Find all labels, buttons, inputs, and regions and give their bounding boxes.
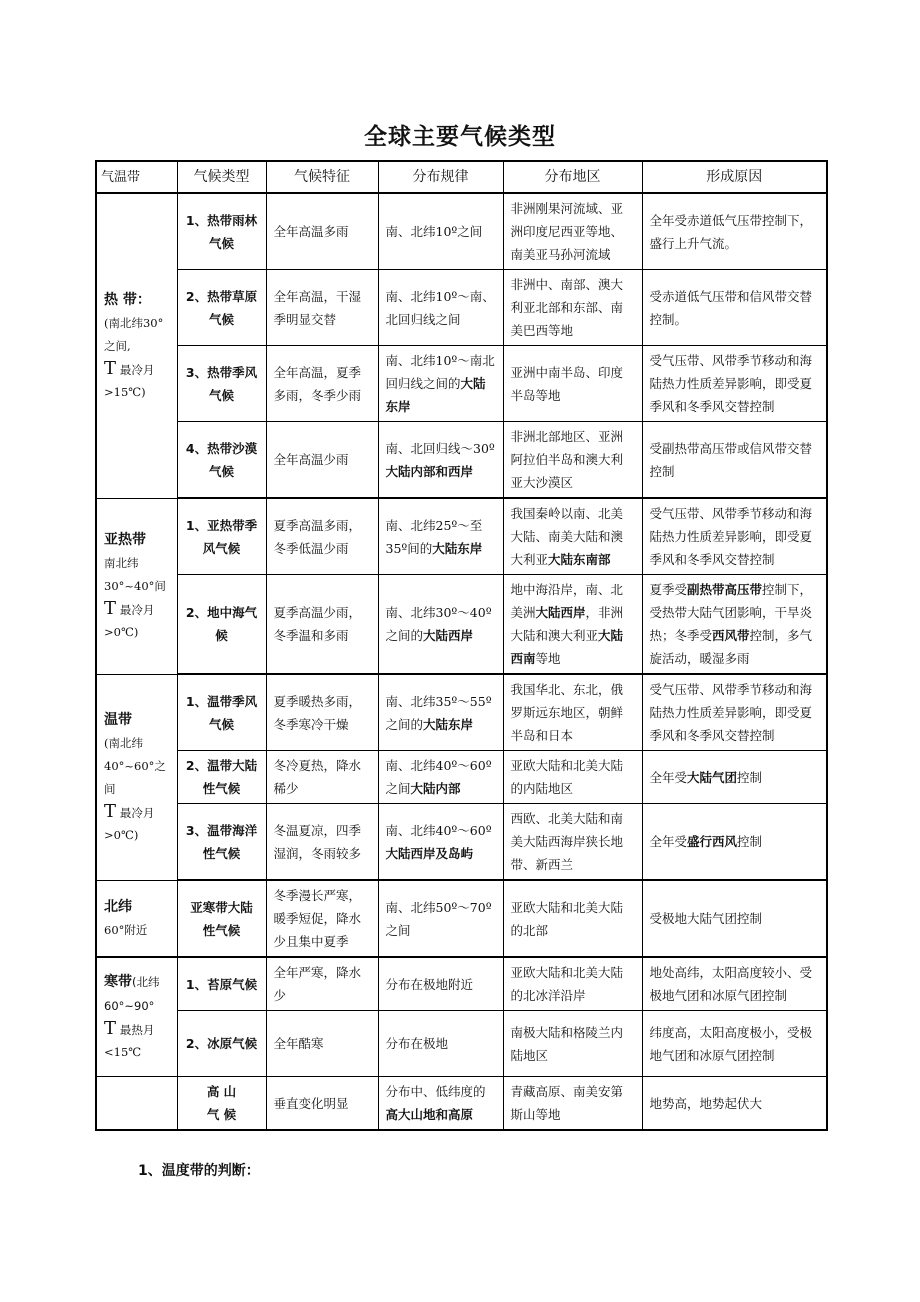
header-type: 气候类型 [177, 161, 266, 193]
feature-cell: 全年高温，夏季多雨，冬季少雨 [266, 346, 378, 422]
table-row [96, 957, 827, 1011]
region-cell: 非洲刚果河流域、亚洲印度尼西亚等地、南美亚马孙河流域 [503, 193, 642, 270]
region-cell: 非洲北部地区、亚洲阿拉伯半岛和澳大利亚大沙漠区 [503, 422, 642, 499]
climate-type: 1、温带季风气候 [177, 674, 266, 751]
rule-cell: 分布在极地附近 [378, 957, 503, 1011]
cause-cell: 受赤道低气压带和信风带交替控制。 [642, 270, 827, 346]
zone-frigid: 寒带(北纬60°~90° T 最热月 <15℃ [96, 957, 177, 1077]
feature-cell: 冬冷夏热，降水稀少 [266, 751, 378, 804]
table-row [96, 193, 827, 270]
region-cell: 西欧、北美大陆和南美大陆西海岸狭长地带、新西兰 [503, 804, 642, 881]
table-row [96, 1077, 827, 1131]
region-cell: 亚欧大陆和北美大陆的北冰洋沿岸 [503, 957, 642, 1011]
rule-cell: 南、北纬40º～60º大陆西岸及岛屿 [378, 804, 503, 881]
table-row [96, 804, 827, 881]
rule-cell: 分布在极地 [378, 1011, 503, 1077]
header-feature: 气候特征 [266, 161, 378, 193]
region-cell: 亚欧大陆和北美大陆的北部 [503, 880, 642, 957]
region-cell: 青藏高原、南美安第斯山等地 [503, 1077, 642, 1131]
section-heading: 1、温度带的判断： [138, 1163, 260, 1179]
feature-cell: 冬季漫长严寒，暖季短促，降水少且集中夏季 [266, 880, 378, 957]
zone-tropical: 热 带： (南北纬30°之间, T 最冷月 >15℃) [96, 193, 177, 498]
climate-table [95, 160, 828, 1131]
feature-cell: 夏季高温少雨，冬季温和多雨 [266, 575, 378, 675]
rule-cell: 南、北纬40º～60º之间大陆内部 [378, 751, 503, 804]
feature-cell: 全年高温多雨 [266, 193, 378, 270]
cause-cell: 受副热带高压带或信风带交替控制 [642, 422, 827, 499]
table-row [96, 674, 827, 751]
region-cell: 南极大陆和格陵兰内陆地区 [503, 1011, 642, 1077]
zone-temperate: 温带 (南北纬40°~60°之间 T 最冷月 >0℃) [96, 674, 177, 880]
table-row [96, 498, 827, 575]
cause-cell: 受气压带、风带季节移动和海陆热力性质差异影响，即受夏季风和冬季风交替控制 [642, 346, 827, 422]
table-row [96, 1011, 827, 1077]
cause-cell: 受气压带、风带季节移动和海陆热力性质差异影响，即受夏季风和冬季风交替控制 [642, 674, 827, 751]
feature-cell: 夏季高温多雨，冬季低温少雨 [266, 498, 378, 575]
region-cell: 地中海沿岸，南、北美洲大陆西岸，非洲大陆和澳大利亚大陆西南等地 [503, 575, 642, 675]
cause-cell: 全年受盛行西风控制 [642, 804, 827, 881]
feature-cell: 垂直变化明显 [266, 1077, 378, 1131]
climate-type: 1、热带雨林气候 [177, 193, 266, 270]
header-cause: 形成原因 [642, 161, 827, 193]
table-header-row [96, 161, 827, 193]
rule-cell: 南、北纬10º～南北回归线之间的大陆东岸 [378, 346, 503, 422]
table-row [96, 422, 827, 499]
feature-cell: 夏季暖热多雨，冬季寒冷干燥 [266, 674, 378, 751]
feature-cell: 全年酷寒 [266, 1011, 378, 1077]
zone-subarctic: 北纬 60°附近 [96, 880, 177, 957]
climate-type: 亚寒带大陆性气候 [177, 880, 266, 957]
rule-cell: 南、北纬50º～70º之间 [378, 880, 503, 957]
region-cell: 亚欧大陆和北美大陆的内陆地区 [503, 751, 642, 804]
cause-cell: 全年受赤道低气压带控制下，盛行上升气流。 [642, 193, 827, 270]
zone-subtropical: 亚热带 南北纬30°~40°间 T 最冷月 >0℃) [96, 498, 177, 674]
region-cell: 非洲中、南部、澳大利亚北部和东部、南美巴西等地 [503, 270, 642, 346]
climate-type: 4、热带沙漠气候 [177, 422, 266, 499]
rule-cell: 南、北纬25º～至35º间的大陆东岸 [378, 498, 503, 575]
table-row [96, 270, 827, 346]
feature-cell: 冬温夏凉，四季湿润，冬雨较多 [266, 804, 378, 881]
rule-cell: 南、北回归线～30º大陆内部和西岸 [378, 422, 503, 499]
header-region: 分布地区 [503, 161, 642, 193]
climate-type: 2、地中海气候 [177, 575, 266, 675]
region-cell: 我国华北、东北，俄罗斯远东地区，朝鲜半岛和日本 [503, 674, 642, 751]
climate-type: 2、热带草原气候 [177, 270, 266, 346]
cause-cell: 受极地大陆气团控制 [642, 880, 827, 957]
region-cell: 我国秦岭以南、北美大陆、南美大陆和澳大利亚大陆东南部 [503, 498, 642, 575]
table-row [96, 880, 827, 957]
region-cell: 亚洲中南半岛、印度半岛等地 [503, 346, 642, 422]
climate-type: 3、温带海洋性气候 [177, 804, 266, 881]
cause-cell: 地势高，地势起伏大 [642, 1077, 827, 1131]
cause-cell: 全年受大陆气团控制 [642, 751, 827, 804]
climate-type: 3、热带季风气候 [177, 346, 266, 422]
table-row [96, 575, 827, 675]
feature-cell: 全年高温少雨 [266, 422, 378, 499]
cause-cell: 纬度高，太阳高度极小，受极地气团和冰原气团控制 [642, 1011, 827, 1077]
climate-type: 2、温带大陆性气候 [177, 751, 266, 804]
zone-empty [96, 1077, 177, 1131]
page-title: 全球主要气候类型 [364, 124, 556, 150]
rule-cell: 南、北纬35º～55º之间的大陆东岸 [378, 674, 503, 751]
climate-type: 高 山 气 候 [177, 1077, 266, 1131]
feature-cell: 全年高温，干湿季明显交替 [266, 270, 378, 346]
table-row [96, 751, 827, 804]
cause-cell: 受气压带、风带季节移动和海陆热力性质差异影响，即受夏季风和冬季风交替控制 [642, 498, 827, 575]
climate-type: 2、冰原气候 [177, 1011, 266, 1077]
rule-cell: 南、北纬10º之间 [378, 193, 503, 270]
header-rule: 分布规律 [378, 161, 503, 193]
rule-cell: 分布中、低纬度的高大山地和高原 [378, 1077, 503, 1131]
cause-cell: 夏季受副热带高压带控制下，受热带大陆气团影响，干旱炎热；冬季受西风带控制，多气旋活动，暖湿多雨 [642, 575, 827, 675]
climate-type: 1、亚热带季风气候 [177, 498, 266, 575]
header-zone: 气温带 [96, 161, 177, 193]
climate-type: 1、苔原气候 [177, 957, 266, 1011]
cause-cell: 地处高纬，太阳高度较小、受极地气团和冰原气团控制 [642, 957, 827, 1011]
feature-cell: 全年严寒，降水少 [266, 957, 378, 1011]
table-row [96, 346, 827, 422]
rule-cell: 南、北纬30º～40º之间的大陆西岸 [378, 575, 503, 675]
rule-cell: 南、北纬10º～南、北回归线之间 [378, 270, 503, 346]
